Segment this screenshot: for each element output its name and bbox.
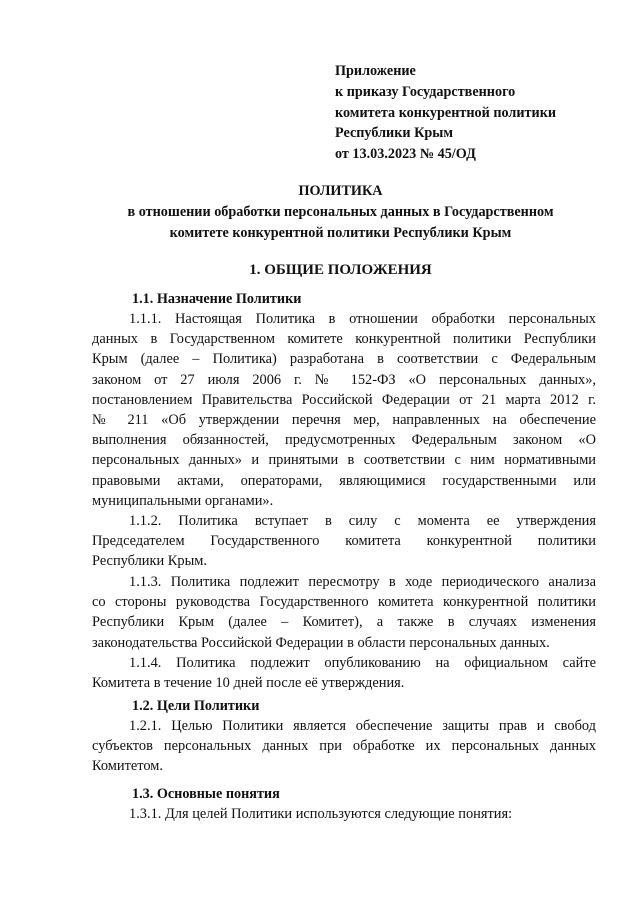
subsection-heading: 1.3. Основные понятия	[132, 786, 280, 802]
paragraph-1-1-2	[92, 511, 596, 572]
text-line: выполнения обязанностей, предусмотренных Федеральным законом «О	[92, 432, 596, 449]
text-line: 1.3.1. Для целей Политики используются следующие понятия:	[129, 806, 513, 822]
text-line: Крым (далее – Политика) разработана в соответствии с Федеральным	[92, 351, 596, 368]
paragraph-1-1-3	[92, 572, 596, 653]
document-subtitle-line: в отношении обработки персональных данных в Государственном	[127, 204, 554, 220]
appendix-block	[335, 61, 625, 165]
paragraph-1-1-1	[92, 309, 596, 511]
text-line: 1.1.4. Политика подлежит опубликованию на официальном сайте	[129, 655, 596, 671]
text-line: 1.1.1. Настоящая Политика в отношении обработки персональных	[129, 311, 596, 327]
text-line: постановлением Правительства Российской Федерации от 21 марта 2012 г.	[92, 391, 596, 408]
appendix-line: Приложение	[335, 63, 416, 79]
document-subtitle-line: комитете конкурентной политики Республики Крым	[169, 225, 512, 241]
paragraph-1-1-4	[92, 653, 596, 693]
section-heading: 1. ОБЩИЕ ПОЛОЖЕНИЯ	[249, 262, 432, 278]
paragraph-1-3-1	[92, 804, 596, 824]
text-line: Комитета в течение 10 дней после её утверждения.	[92, 675, 405, 692]
text-line: законодательства Российской Федерации в области персональных данных.	[92, 634, 550, 651]
appendix-line: к приказу Государственного	[335, 83, 516, 100]
text-line: правовыми актами, операторами, являющимися государственными или	[92, 472, 596, 489]
text-line: субъектов персональных данных при обработке их персональных данных	[92, 738, 596, 755]
text-line: 1.1.3. Политика подлежит пересмотру в ходе периодического анализа	[129, 574, 596, 590]
appendix-line: комитета конкурентной политики	[335, 104, 557, 121]
text-line: Республики Крым (далее – Комитет), а также в случаях изменения	[92, 614, 596, 631]
subsection-heading: 1.1. Назначение Политики	[132, 291, 302, 307]
text-line: данных в Государственном комитете конкурентной политики Республики	[92, 331, 596, 348]
text-line: 1.2.1. Целью Политики является обеспечение защиты прав и свобод	[129, 718, 596, 734]
text-line: со стороны руководства Государственного комитета конкурентной политики	[92, 594, 596, 611]
text-line: Комитетом.	[92, 758, 164, 775]
text-line: муниципальными органами».	[92, 492, 274, 509]
appendix-line: от 13.03.2023 № 45/ОД	[335, 146, 476, 163]
text-line: № 211 «Об утверждении перечня мер, направленных на обеспечение	[92, 411, 596, 428]
text-line: законом от 27 июля 2006 г. № 152-ФЗ «О персональных данных»,	[92, 371, 596, 388]
text-line: 1.1.2. Политика вступает в силу с момента ее утверждения	[129, 513, 596, 529]
subsection-heading: 1.2. Цели Политики	[132, 698, 260, 714]
document-title: ПОЛИТИКА	[298, 183, 383, 199]
text-line: Председателем Государственного комитета конкурентной политики	[92, 533, 596, 550]
text-line: персональных данных» и принятыми в соответствии с ним нормативными	[92, 452, 596, 469]
paragraph-1-2-1	[92, 716, 596, 777]
text-line: Республики Крым.	[92, 553, 207, 570]
appendix-line: Республики Крым	[335, 125, 454, 142]
